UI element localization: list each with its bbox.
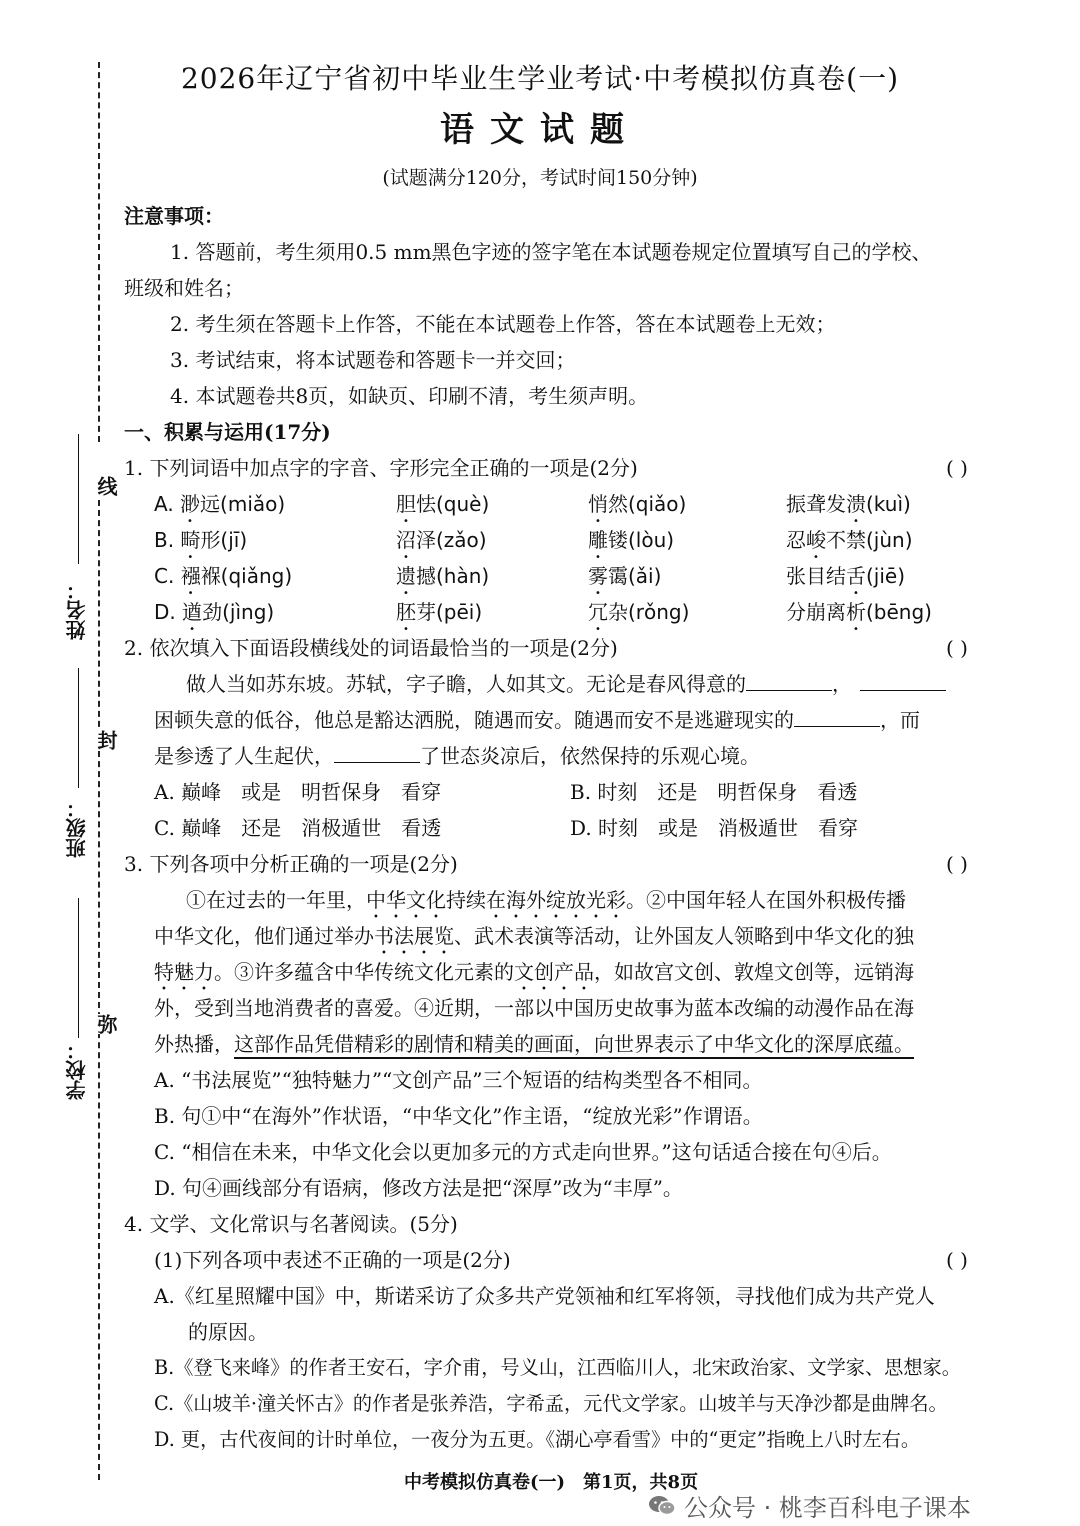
notice-item-1-cont: 班级和姓名； — [124, 276, 244, 300]
q4-option-c: C.《山坡羊·潼关怀古》的作者是张养浩，字希孟，元代文学家。山坡羊与天净沙都是曲牌名。 — [154, 1392, 948, 1415]
q2-answer-paren[interactable]: ( ) — [946, 636, 968, 660]
name-label: 姓名： — [65, 580, 89, 640]
q1-option-d: D. 遒劲(jìng) — [154, 600, 275, 624]
q4-sub1-answer-paren[interactable]: ( ) — [946, 1248, 968, 1272]
q1-option-a-2: 胆怯(què) — [396, 492, 490, 516]
q1-option-b-2: 沼泽(zǎo) — [396, 528, 487, 552]
q4-option-b: B.《登飞来峰》的作者王安石，字介甫，号义山，江西临川人，北宋政治家、文学家、思想家。 — [154, 1356, 961, 1379]
q2-option-c: C. 巅峰 还是 消极遁世 看透 — [154, 816, 442, 840]
q1-option-c-3: 雾霭(ǎi) — [588, 564, 662, 588]
q4-option-a-cont: 的原因。 — [188, 1320, 268, 1344]
notice-item-4: 4. 本试题卷共8页，如缺页、印刷不清，考生须声明。 — [170, 384, 649, 408]
q3-option-a: A. “书法展览”“独特魅力”“文创产品”三个短语的结构类型各不相同。 — [154, 1068, 763, 1092]
q3-passage-line-1: ①在过去的一年里，中华文化持续在海外绽放光彩。②中国年轻人在国外积极传播 — [186, 888, 906, 912]
q3-passage-line-3: 特魅力。③许多蕴含中华传统文化元素的文创产品，如故宫文创、敦煌文创等，远销海 — [154, 960, 914, 984]
q3-stem: 3. 下列各项中分析正确的一项是(2分) — [124, 852, 458, 876]
q2-stem: 2. 依次填入下面语段横线处的词语最恰当的一项是(2分) — [124, 636, 618, 660]
notice-heading: 注意事项： — [124, 204, 224, 228]
school-underline[interactable] — [78, 898, 79, 1038]
q3-option-c: C. “相信在未来，中华文化会以更加多元的方式走向世界。”这句话适合接在句④后。 — [154, 1140, 892, 1164]
q4-stem: 4. 文学、文化常识与名著阅读。(5分) — [124, 1212, 458, 1236]
q2-blank-3[interactable] — [794, 708, 880, 727]
name-underline[interactable] — [78, 434, 79, 564]
q4-option-d: D. 更，古代夜间的计时单位，一夜分为五更。《湖心亭看雪》中的“更定”指晚上八时左右。 — [154, 1428, 921, 1451]
q1-option-d-2: 胚芽(pēi) — [396, 600, 483, 624]
binding-dashed-line — [98, 500, 100, 1480]
q1-option-b-3: 雕镂(lòu) — [588, 528, 675, 552]
q2-blank-2[interactable] — [860, 672, 946, 691]
q2-passage-line-1: 做人当如苏东坡。苏轼，字子瞻，人如其文。无论是春风得意的 ， — [186, 672, 946, 696]
q1-option-a: A. 渺远(miǎo) — [154, 492, 286, 516]
school-label: 学校： — [65, 1040, 89, 1100]
q1-option-b: B. 畸形(jī) — [154, 528, 248, 552]
section-1-heading: 一、积累与运用(17分) — [124, 420, 331, 444]
q2-option-a: A. 巅峰 或是 明哲保身 看穿 — [154, 780, 442, 804]
binding-mark-xian: 线 — [92, 476, 121, 496]
binding-mark-mi: 弥 — [92, 1014, 121, 1034]
q4-sub1-stem: (1)下列各项中表述不正确的一项是(2分) — [154, 1248, 511, 1272]
q2-option-b: B. 时刻 还是 明哲保身 看透 — [570, 780, 858, 804]
q1-option-a-4: 振聋发溃(kuì) — [786, 492, 911, 516]
exam-title: 2026年辽宁省初中毕业生学业考试·中考模拟仿真卷(一) — [180, 62, 899, 95]
q2-option-d: D. 时刻 或是 消极遁世 看穿 — [570, 816, 859, 840]
q3-option-d: D. 句④画线部分有语病，修改方法是把“深厚”改为“丰厚”。 — [154, 1176, 683, 1200]
q3-passage-line-4: 外，受到当地消费者的喜爱。④近期，一部以中国历史故事为蓝本改编的动漫作品在海 — [154, 996, 914, 1020]
watermark: 公众号 · 桃李百科电子课本 — [648, 1488, 971, 1523]
q3-answer-paren[interactable]: ( ) — [946, 852, 968, 876]
binding-mark-feng: 封 — [92, 730, 121, 750]
q2-passage-line-2: 困顿失意的低谷，他总是豁达洒脱，随遇而安。随遇而安不是逃避现实的 ，而 — [154, 708, 920, 732]
q4-option-a: A.《红星照耀中国》中，斯诺采访了众多共产党领袖和红军将领，寻找他们成为共产党人 — [154, 1284, 935, 1308]
q2-blank-4[interactable] — [334, 744, 420, 763]
wechat-icon — [648, 1494, 676, 1518]
subject-title: 语文试题 — [440, 110, 640, 150]
q3-passage-line-2: 中华文化，他们通过举办书法展览、武术表演等活动，让外国友人领略到中华文化的独 — [154, 924, 914, 948]
class-underline[interactable] — [78, 668, 79, 788]
q1-option-c-4: 张目结舌(jiē) — [786, 564, 906, 588]
q3-underlined-sentence: 这部作品凭借精彩的剧情和精美的画面，向世界表示了中华文化的深厚底蕴。 — [234, 1032, 914, 1059]
q2-passage-line-3: 是参透了人生起伏， 了世态炎凉后，依然保持的乐观心境。 — [154, 744, 760, 768]
q1-option-a-3: 悄然(qiǎo) — [588, 492, 687, 516]
q1-stem: 1. 下列词语中加点字的字音、字形完全正确的一项是(2分) — [124, 456, 638, 480]
q3-option-b: B. 句①中“在海外”作状语，“中华文化”作主语，“绽放光彩”作谓语。 — [154, 1104, 763, 1128]
q1-option-d-4: 分崩离析(bēng) — [786, 600, 932, 624]
notice-item-1: 1. 答题前，考生须用0.5 mm黑色字迹的签字笔在本试题卷规定位置填写自己的学校、 — [170, 240, 932, 264]
q1-option-c-2: 遗撼(hàn) — [396, 564, 490, 588]
q1-option-d-3: 冗杂(rǒng) — [588, 600, 690, 624]
notice-item-2: 2. 考生须在答题卡上作答，不能在本试题卷上作答，答在本试题卷上无效； — [170, 312, 836, 336]
class-label: 班级： — [65, 798, 89, 858]
q1-option-c: C. 襁褓(qiǎng) — [154, 564, 293, 588]
page-footer: 中考模拟仿真卷(一) 第1页，共8页 — [404, 1472, 699, 1493]
exam-conditions: (试题满分120分，考试时间150分钟) — [382, 167, 698, 189]
notice-item-3: 3. 考试结束，将本试题卷和答题卡一并交回； — [170, 348, 576, 372]
q3-passage-line-5: 外热播，这部作品凭借精彩的剧情和精美的画面，向世界表示了中华文化的深厚底蕴。 — [154, 1032, 914, 1056]
q2-blank-1[interactable] — [746, 672, 832, 691]
q1-answer-paren[interactable]: ( ) — [946, 456, 968, 480]
q1-option-b-4: 忍峻不禁(jùn) — [786, 528, 913, 552]
